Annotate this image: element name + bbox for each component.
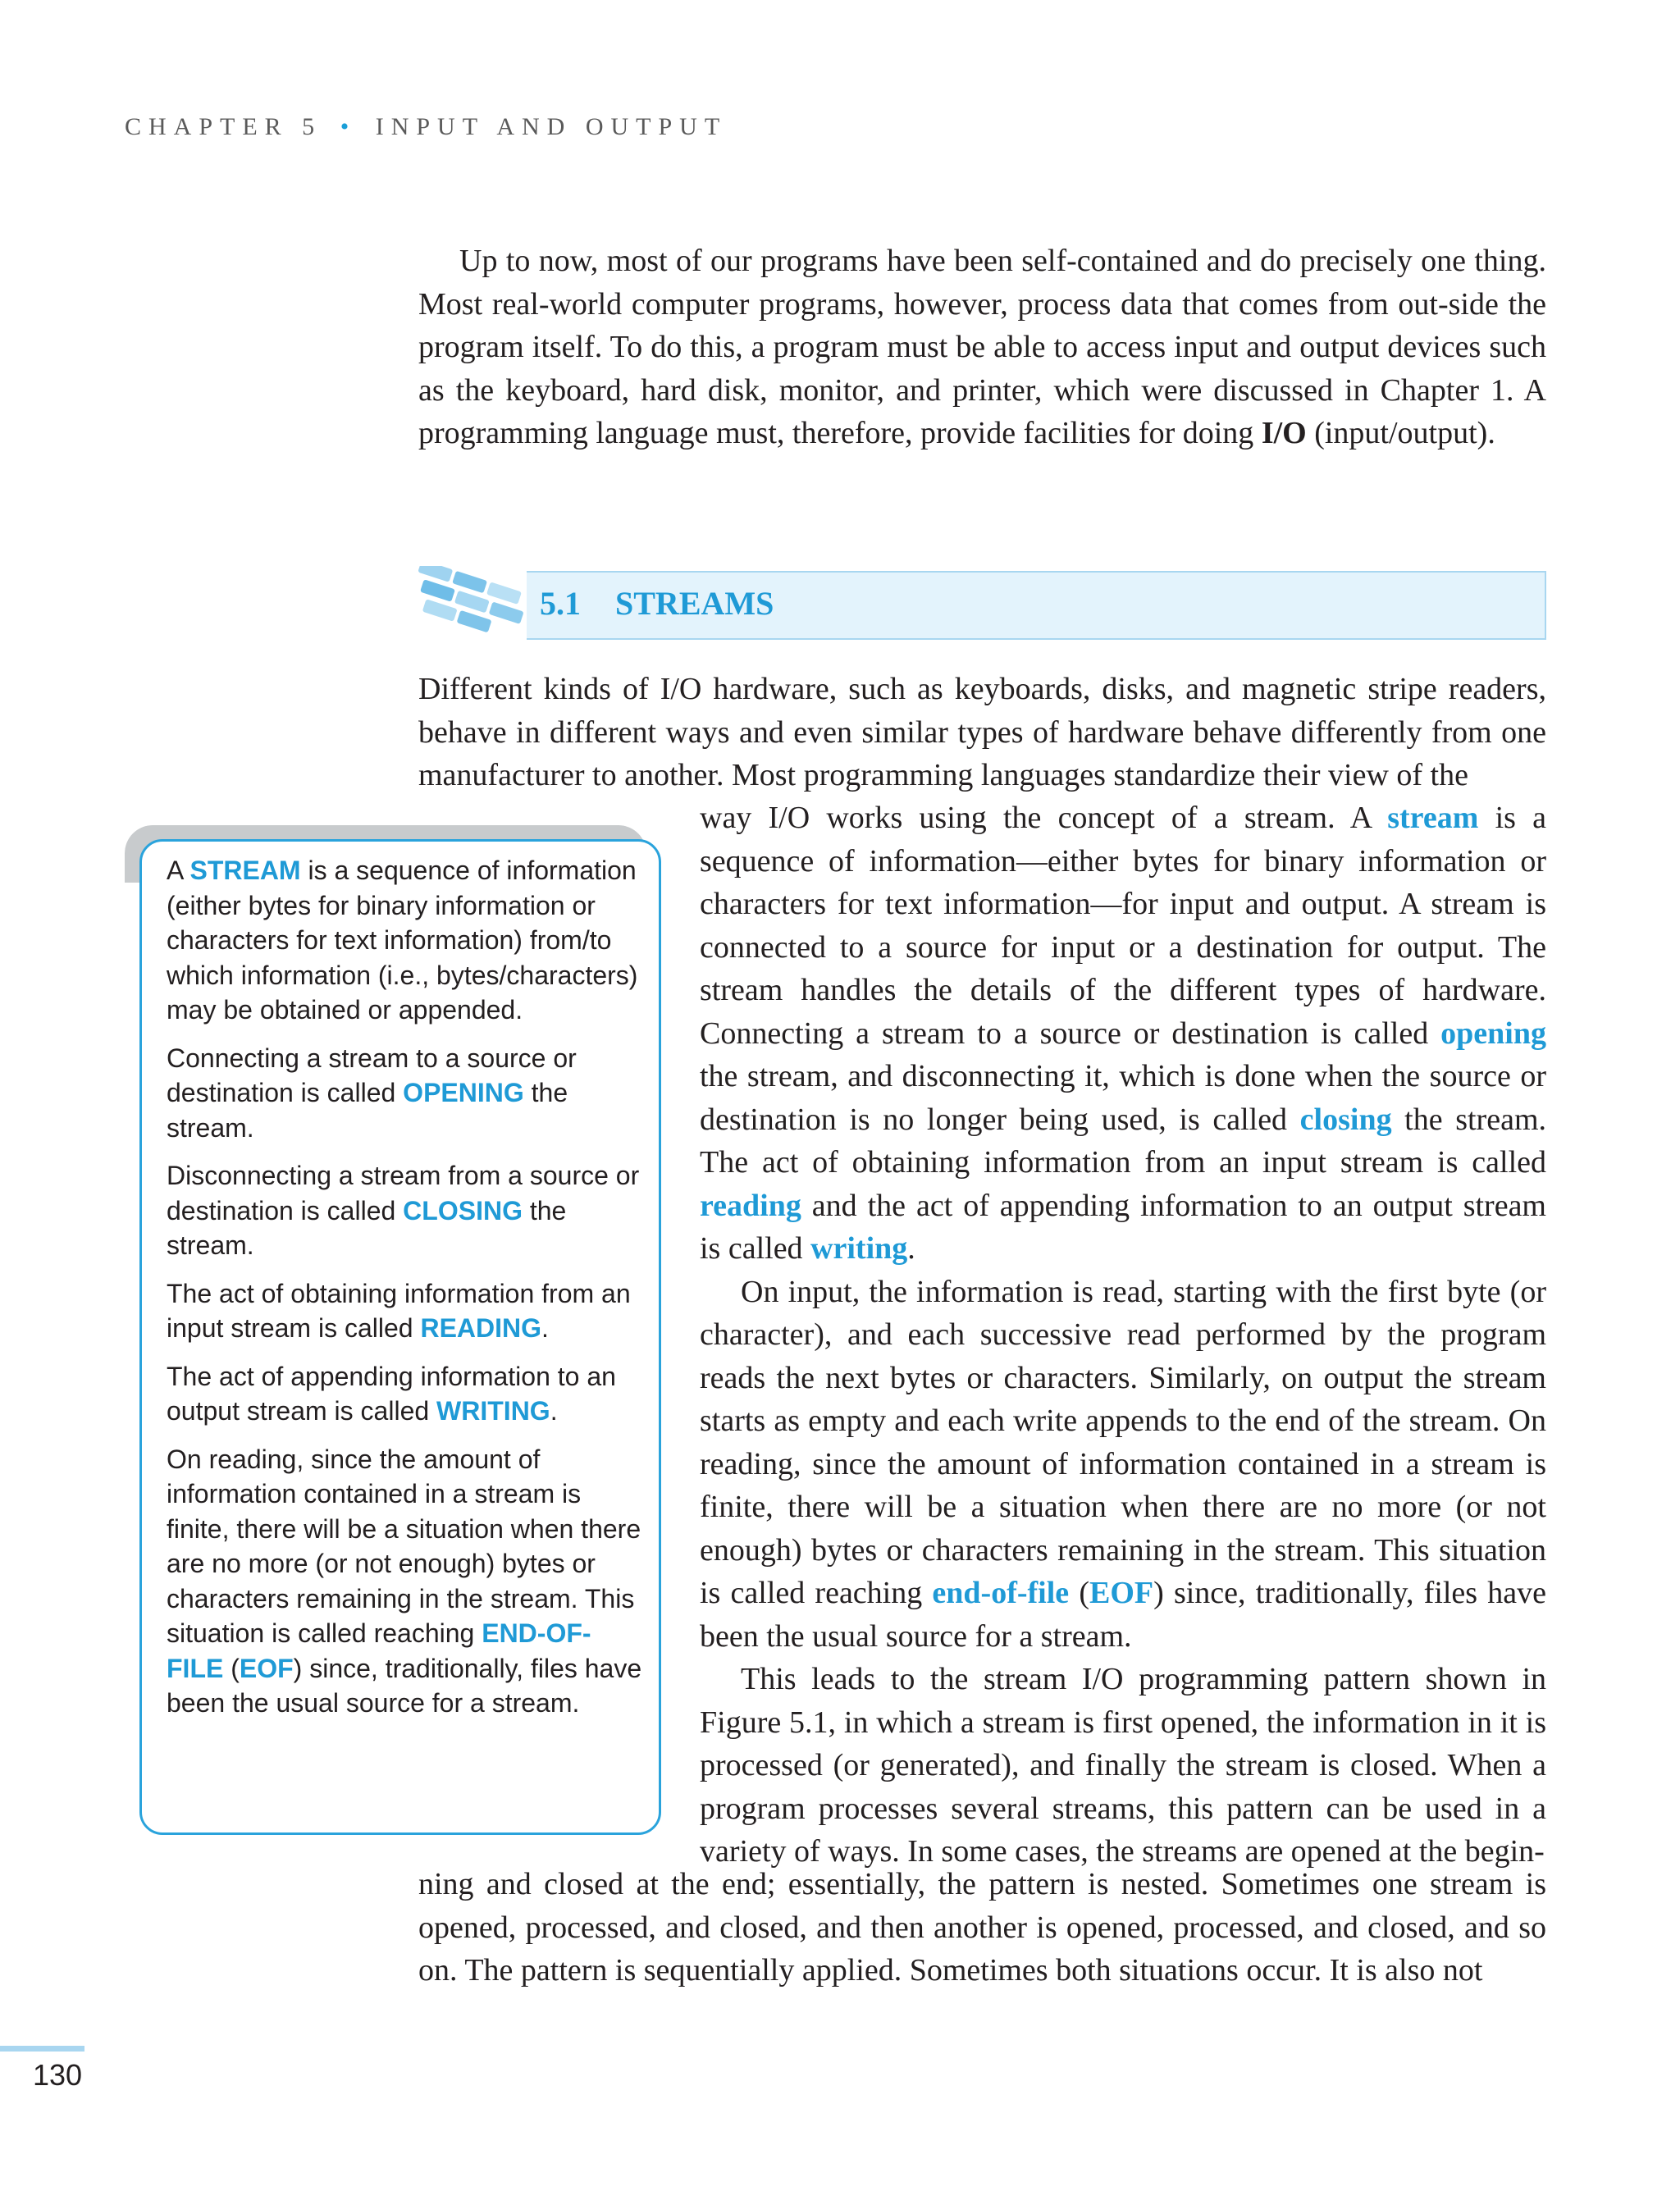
note-term-stream: STREAM [189,856,301,885]
chapter-title: INPUT AND OUTPUT [375,113,728,140]
running-header [125,113,727,141]
chapter-label: CHAPTER 5 [125,113,322,140]
intro-paragraph: Up to now, most of our programs have been self-contained and do precisely one thing. Most real-world computer programs, however, process data that comes from out-side the program itself. To do this, a program must be able to access input and output devices such as the keyboard, hard disk, monitor, and printer, which were discussed in Chapter 1. A programming language must, therefore, provide facilities for doing I/O (input/output). [418,244,1546,450]
section-name: STREAMS [615,585,774,622]
page-number: 130 [33,2058,83,2092]
note-closing: Disconnecting a stream from a source or destination is called CLOSING the stream. [167,1161,640,1260]
tail-paragraph: ning and closed at the end; essentially, the pattern is nested. Sometimes one stream is opened, processed, and closed, and then another is opened, processed, and closed, and so on. The pattern is sequentially applied. Sometimes both situations occur. It is also not [418,1867,1546,1988]
body-lead [418,668,1546,797]
term-end-of-file: end-of-file [932,1576,1070,1610]
note-term-eof: EOF [239,1653,294,1683]
note-eof: On reading, since the amount of information contained in a stream is finite, there will be a situation when there are no more (or not enough) bytes or characters remaining in the stream. This situation is called reaching END-OF-FILE (EOF) since, traditionally, files have been the usual source for a stream. [167,1444,642,1718]
pattern-paragraph: This leads to the stream I/O programming pattern shown in Figure 5.1, in which a stream is first opened, the information in it is processed (or generated), and finally the stream is closed. When a program processes several streams, this pattern can be used in a variety of ways. In some cases, the streams are opened at the begin- [700,1662,1546,1869]
input-output-paragraph: On input, the information is read, starting with the first byte (or character), and each successive read performed by the program reads the next bytes or characters. Similarly, on output the stream starts as empty and each write appends to the end of the stream. On reading, since the amount of information contained in a stream is finite, there will be a situation when there are no more (or not enough) bytes or characters remaining in the stream. This situation is called reaching end-of-file (EOF) since, traditionally, files have been the usual source for a stream. [700,1274,1547,1654]
keyboard-keys-icon [418,566,527,645]
margin-note-box [139,839,661,1835]
note-term-closing: CLOSING [403,1195,523,1225]
note-term-reading: READING [420,1313,542,1343]
intro-section [418,240,1546,455]
note-reading: The act of obtaining information from an input stream is called READING. [167,1278,631,1343]
term-opening: opening [1440,1016,1546,1051]
section-number: 5.1 [540,585,581,622]
term-eof: EOF [1089,1576,1154,1610]
header-separator: • [340,113,349,140]
term-reading: reading [700,1188,801,1223]
stream-definition-paragraph: way I/O works using the concept of a stream. A stream is a sequence of information—either bytes for binary information or characters for text information—for input and output. A stream is connected to a source for input or a destination for output. The stream handles the details of the different types of hardware. Connecting a stream to a source or destination is called opening the stream, and disconnecting it, which is done when the source or destination is no longer being used, is called closing the stream. The act of obtaining information from an input stream is called reading and the act of appending information to an output stream is called writing. [700,801,1547,1266]
body-tail [418,1863,1546,1992]
note-term-end-of-file: END-OF-FILE [167,1618,591,1683]
lead-paragraph: Different kinds of I/O hardware, such as keyboards, disks, and magnetic stripe readers, behave in different ways and even similar types of hardware behave differently from one manufacturer to another. Most programming languages standardize their view of the [418,672,1546,792]
note-opening: Connecting a stream to a source or destination is called OPENING the stream. [167,1043,577,1143]
note-writing: The act of appending information to an output stream is called WRITING. [167,1361,616,1426]
note-term-writing: WRITING [436,1396,550,1426]
term-writing: writing [810,1231,908,1266]
note-stream: A STREAM is a sequence of information (either bytes for binary information or characters for text information) from/to which information (i.e., bytes/characters) may be obtained or appended. [167,856,638,1025]
page-number-rule [0,2046,84,2052]
term-stream: stream [1387,801,1479,835]
note-term-opening: OPENING [403,1078,524,1107]
section-title [540,584,774,623]
io-term: I/O [1261,416,1307,450]
term-closing: closing [1299,1102,1392,1137]
body-wrapped-column [700,796,1546,1874]
